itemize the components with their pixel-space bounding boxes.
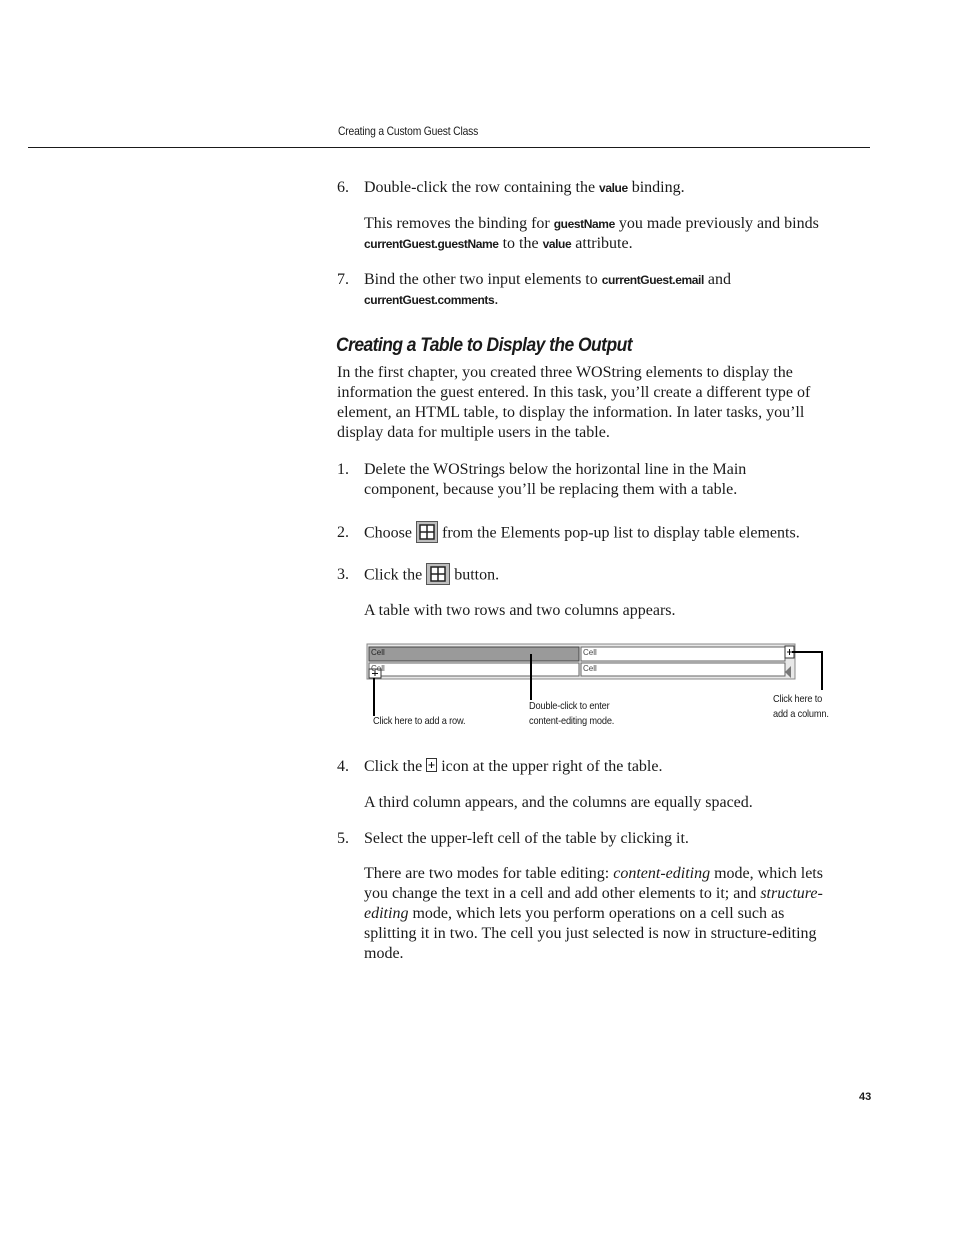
cell-label: Cell bbox=[371, 648, 385, 657]
step-number: 2. bbox=[337, 524, 349, 541]
section-heading: Creating a Table to Display the Output bbox=[336, 335, 632, 356]
step-5-detail: There are two modes for table editing: content-editing mode, which lets you change the text in a cell and add other elements to it; and structure- editing mode, which lets you perform operations on a cell such as splitting it in two. The cell you just selected is now in structure-editing mode. bbox=[364, 865, 823, 962]
step-4-text: Click the icon at the upper right of the table. bbox=[364, 758, 663, 775]
table-cell-selected bbox=[369, 647, 579, 661]
table-cell bbox=[369, 663, 579, 676]
cell-label: Cell bbox=[583, 664, 597, 673]
step-3-text: Click the button. bbox=[364, 565, 499, 587]
step-7-text: Bind the other two input elements to currentGuest.email and currentGuest.comments. bbox=[364, 271, 732, 308]
table-button-icon bbox=[426, 563, 450, 585]
page-number: 43 bbox=[859, 1091, 872, 1103]
table-cell bbox=[581, 647, 785, 661]
callout-line bbox=[792, 652, 822, 690]
step-number: 4. bbox=[337, 758, 349, 775]
cell-label: Cell bbox=[371, 664, 385, 673]
header-rule bbox=[28, 147, 870, 148]
step-number: 5. bbox=[337, 830, 349, 847]
intro-paragraph: In the first chapter, you created three WOString elements to display the information the guest entered. In this task, you’ll create a different type of element, an HTML table, to display the information. In later tasks, you’ll display data for multiple users in the table. bbox=[337, 364, 811, 441]
step-6-text: Double-click the row containing the value binding. bbox=[364, 179, 685, 196]
step-number: 1. bbox=[337, 461, 349, 478]
callout-add-column: Click here to add a column. bbox=[773, 693, 829, 720]
step-3-detail: A table with two rows and two columns appears. bbox=[364, 602, 676, 619]
add-column-icon bbox=[426, 758, 437, 772]
step-2-text: Choose from the Elements pop-up list to display table elements. bbox=[364, 523, 800, 545]
step-6-detail: This removes the binding for guestName you made previously and binds currentGuest.guestName to the value attribute. bbox=[364, 215, 819, 252]
code-value: value bbox=[599, 181, 628, 195]
step-number: 3. bbox=[337, 566, 349, 583]
callout-edit-mode: Double-click to enter content-editing mode. bbox=[529, 700, 615, 727]
step-4-detail: A third column appears, and the columns are equally spaced. bbox=[364, 794, 753, 811]
callout-add-row: Click here to add a row. bbox=[373, 715, 466, 727]
cell-label: Cell bbox=[583, 648, 597, 657]
table-elements-icon bbox=[416, 521, 438, 543]
step-number: 7. bbox=[337, 271, 349, 288]
step-number: 6. bbox=[337, 179, 349, 196]
step-5-text: Select the upper-left cell of the table by clicking it. bbox=[364, 830, 689, 847]
running-head: Creating a Custom Guest Class bbox=[338, 124, 479, 138]
step-1-text: Delete the WOStrings below the horizontal line in the Main component, because you’ll be replacing them with a table. bbox=[364, 461, 747, 498]
table-cell bbox=[581, 663, 785, 676]
table-figure bbox=[360, 640, 850, 740]
